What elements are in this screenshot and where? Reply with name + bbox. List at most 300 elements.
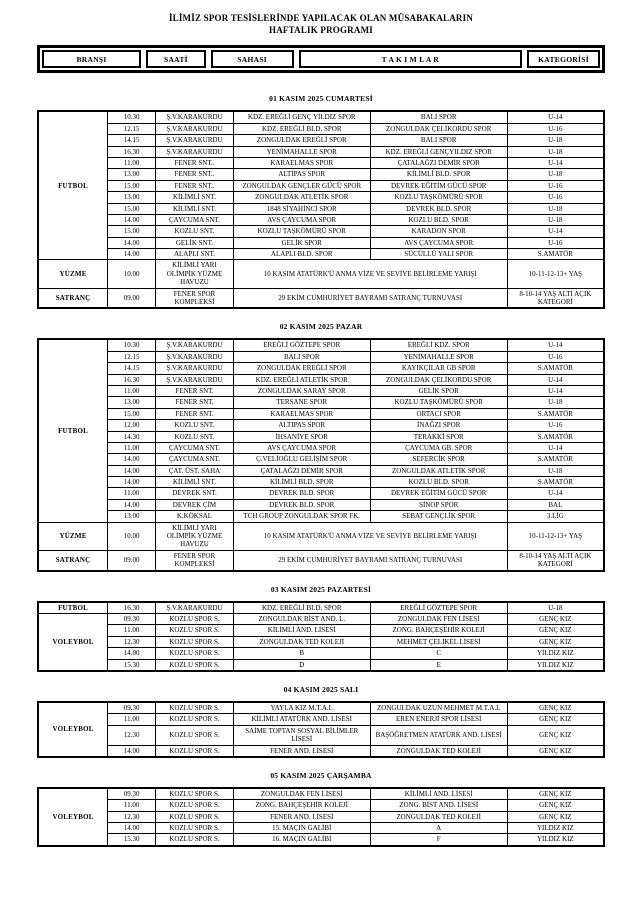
away-team-cell: İNAĞZI SPOR xyxy=(370,420,507,431)
schedule-row xyxy=(38,522,604,550)
schedule-row xyxy=(38,180,604,191)
category-cell: U-16 xyxy=(507,180,604,191)
header-cell-bransi: BRANŞI xyxy=(42,50,141,68)
category-cell: 3.LİG xyxy=(507,511,604,522)
schedule-row xyxy=(38,602,604,614)
category-cell: GENÇ KIZ xyxy=(507,702,604,714)
time-cell: 14.00 xyxy=(108,823,156,834)
schedule-row xyxy=(38,488,604,499)
venue-cell: KOZLU SNT. xyxy=(156,431,234,442)
away-team-cell: EREN ENERJİ SPOR LİSESİ xyxy=(370,714,507,725)
schedule-row xyxy=(38,442,604,453)
home-team-cell: ZONGULDAK TED KOLEJİ xyxy=(233,636,370,647)
time-cell: 13.00 xyxy=(108,192,156,203)
time-cell: 10.00 xyxy=(108,522,156,550)
category-cell: U-18 xyxy=(507,135,604,146)
category-cell: U-18 xyxy=(507,602,604,614)
category-cell: U-16 xyxy=(507,192,604,203)
venue-cell: FENER SNT. xyxy=(156,397,234,408)
schedule-row xyxy=(38,511,604,522)
schedule-row xyxy=(38,702,604,714)
time-cell: 16.30 xyxy=(108,146,156,157)
time-cell: 14.00 xyxy=(108,214,156,225)
home-team-cell: Ç.VELİOĞLU GELİŞİM SPOR xyxy=(233,454,370,465)
home-team-cell: KDZ. EREĞLİ ATLETİK SPOR xyxy=(233,374,370,385)
category-cell: U-18 xyxy=(507,465,604,476)
page-title-line2: HAFTALIK PROGRAMI xyxy=(269,24,373,35)
schedule-row xyxy=(38,111,604,123)
time-cell: 14.00 xyxy=(108,745,156,757)
away-team-cell: ORTACI SPOR xyxy=(370,408,507,419)
branch-cell: SATRANÇ xyxy=(38,288,108,308)
time-cell: 12.30 xyxy=(108,811,156,822)
category-cell: U-16 xyxy=(507,420,604,431)
away-team-cell: C xyxy=(370,648,507,659)
category-cell: U-14 xyxy=(507,385,604,396)
home-team-cell: ZONGULDAK ATLETİK SPOR xyxy=(233,192,370,203)
schedule-table xyxy=(37,701,605,758)
time-cell: 09.30 xyxy=(108,702,156,714)
home-team-cell: GELİK SPOR xyxy=(233,237,370,248)
time-cell: 09.30 xyxy=(108,614,156,625)
branch-cell: VOLEYBOL xyxy=(38,788,108,846)
page-title xyxy=(37,13,605,36)
schedule-table xyxy=(37,787,605,847)
time-cell: 12.15 xyxy=(108,123,156,134)
venue-cell: KOZLU SNT. xyxy=(156,420,234,431)
venue-cell: FENER SNT.. xyxy=(156,157,234,168)
away-team-cell: F xyxy=(370,834,507,846)
schedule-row xyxy=(38,823,604,834)
category-cell: U-14 xyxy=(507,374,604,385)
category-cell: U-18 xyxy=(507,203,604,214)
venue-cell: KOZLU SPOR S. xyxy=(156,614,234,625)
category-cell: GENÇ KIZ xyxy=(507,625,604,636)
header-cell-sahasi: SAHASI xyxy=(211,50,294,68)
schedule-row xyxy=(38,374,604,385)
away-team-cell: DEVREK EĞİTİM GÜCÜ SPOR xyxy=(370,488,507,499)
event-cell: 10 KASIM ATATÜRK'Ü ANMA VİZE VE SEVİYE BELİRLEME YARIŞI xyxy=(233,260,507,288)
home-team-cell: KOZLU TAŞKÖMÜRÜ SPOR xyxy=(233,226,370,237)
venue-cell: KİLİMLİ YARI OLİMPİK YÜZME HAVUZU xyxy=(156,522,234,550)
schedule-row xyxy=(38,135,604,146)
time-cell: 11.00 xyxy=(108,625,156,636)
time-cell: 14.00 xyxy=(108,237,156,248)
time-cell: 09.30 xyxy=(108,788,156,800)
time-cell: 12.00 xyxy=(108,420,156,431)
home-team-cell: TERSANE SPOR xyxy=(233,397,370,408)
category-cell: S.AMATÖR xyxy=(507,431,604,442)
home-team-cell: ALAPLI BLD. SPOR xyxy=(233,249,370,260)
home-team-cell: AVS ÇAYCUMA SPOR xyxy=(233,442,370,453)
day-title: 04 KASIM 2025 SALI xyxy=(283,684,359,694)
away-team-cell: DEVREK BLD. SPOR xyxy=(370,203,507,214)
home-team-cell: KİLİMLİ ATATÜRK AND. LİSESİ xyxy=(233,714,370,725)
category-cell: U-16 xyxy=(507,237,604,248)
venue-cell: Ş.V.KARAKURDU xyxy=(156,146,234,157)
away-team-cell: ÇATALAĞZI DEMİR SPOR xyxy=(370,157,507,168)
away-team-cell: KOZLU TAŞKÖMÜRÜ SPOR xyxy=(370,397,507,408)
home-team-cell: ALTIPAS SPOR xyxy=(233,169,370,180)
schedule-row xyxy=(38,454,604,465)
schedule-row xyxy=(38,203,604,214)
venue-cell: KOZLU SPOR S. xyxy=(156,659,234,671)
away-team-cell: ZONG. BİST AND. LİSESİ xyxy=(370,800,507,811)
venue-cell: KİLİMLİ SNT. xyxy=(156,192,234,203)
venue-cell: ÇAT. ÜST. SAHA xyxy=(156,465,234,476)
home-team-cell: ZONG. BAHÇEŞEHİR KOLEJİ xyxy=(233,800,370,811)
sections-container xyxy=(37,94,605,846)
venue-cell: Ş.V.KARAKURDU xyxy=(156,602,234,614)
time-cell: 16.30 xyxy=(108,374,156,385)
away-team-cell: MEHMET ÇELİKEL LİSESİ xyxy=(370,636,507,647)
venue-cell: KOZLU SPOR S. xyxy=(156,811,234,822)
branch-cell: YÜZME xyxy=(38,260,108,288)
event-cell: 10 KASIM ATATÜRK'Ü ANMA VİZE VE SEVİYE BELİRLEME YARIŞI xyxy=(233,522,507,550)
schedule-row xyxy=(38,420,604,431)
home-team-cell: ALTIPAS SPOR xyxy=(233,420,370,431)
category-cell: GENÇ KIZ xyxy=(507,725,604,745)
venue-cell: DEVREK SNT. xyxy=(156,488,234,499)
venue-cell: Ş.V.KARAKURDU xyxy=(156,111,234,123)
venue-cell: Ş.V.KARAKURDU xyxy=(156,339,234,351)
day-title: 01 KASIM 2025 CUMARTESİ xyxy=(269,94,373,104)
schedule-row xyxy=(38,192,604,203)
schedule-row xyxy=(38,385,604,396)
category-cell: S.AMATÖR xyxy=(507,363,604,374)
event-cell: 29 EKİM CUMHURİYET BAYRAMI SATRANÇ TURNUVASI xyxy=(233,550,507,570)
page-title-line1: İLİMİZ SPOR TESİSLERİNDE YAPILACAK OLAN MÜSABAKALARIN xyxy=(168,13,474,23)
category-cell: GENÇ KIZ xyxy=(507,800,604,811)
schedule-row xyxy=(38,614,604,625)
time-cell: 14.00 xyxy=(108,499,156,510)
schedule-row xyxy=(38,788,604,800)
venue-cell: Ş.V.KARAKURDU xyxy=(156,351,234,362)
time-cell: 15.00 xyxy=(108,408,156,419)
category-cell: 10-11-12-13+ YAŞ xyxy=(507,522,604,550)
branch-cell: YÜZME xyxy=(38,522,108,550)
home-team-cell: ZONGULDAK SARAY SPOR xyxy=(233,385,370,396)
time-cell: 11.00 xyxy=(108,488,156,499)
schedule-row xyxy=(38,659,604,671)
venue-cell: Ş.V.KARAKURDU xyxy=(156,135,234,146)
schedule-row xyxy=(38,226,604,237)
time-cell: 10.00 xyxy=(108,260,156,288)
home-team-cell: ZONGULDAK EREĞLİ SPOR xyxy=(233,363,370,374)
header-cell-saati: SAATİ xyxy=(146,50,206,68)
schedule-row xyxy=(38,146,604,157)
home-team-cell: B xyxy=(233,648,370,659)
time-cell: 13.00 xyxy=(108,397,156,408)
away-team-cell: ZONGULDAK TED KOLEJİ xyxy=(370,745,507,757)
venue-cell: KOZLU SPOR S. xyxy=(156,702,234,714)
venue-cell: KOZLU SPOR S. xyxy=(156,714,234,725)
home-team-cell: 16. MAÇIN GALİBİ xyxy=(233,834,370,846)
schedule-table xyxy=(37,601,605,672)
venue-cell: KİLİMLİ SNT. xyxy=(156,203,234,214)
schedule-row xyxy=(38,499,604,510)
branch-cell: VOLEYBOL xyxy=(38,614,108,671)
category-cell: YILDIZ KIZ xyxy=(507,834,604,846)
home-team-cell: KDZ. EREĞLİ BLD. SPOR xyxy=(233,602,370,614)
branch-cell: FUTBOL xyxy=(38,339,108,522)
category-cell: S.AMATÖR xyxy=(507,249,604,260)
venue-cell: FENER SNT. xyxy=(156,385,234,396)
schedule-row xyxy=(38,834,604,846)
home-team-cell: SAİME TOPTAN SOSYAL BİLİMLER LİSESİ xyxy=(233,725,370,745)
away-team-cell: ZONG. BAHÇEŞEHİR KOLEJİ xyxy=(370,625,507,636)
category-cell: YILDIZ KIZ xyxy=(507,659,604,671)
time-cell: 11.00 xyxy=(108,714,156,725)
schedule-row xyxy=(38,288,604,308)
home-team-cell: DEVREK BLD. SPOR xyxy=(233,499,370,510)
schedule-row xyxy=(38,363,604,374)
day-title: 02 KASIM 2025 PAZAR xyxy=(279,322,363,332)
category-cell: 10-11-12-13+ YAŞ xyxy=(507,260,604,288)
venue-cell: KOZLU SPOR S. xyxy=(156,725,234,745)
venue-cell: ÇAYCUMA SNT. xyxy=(156,442,234,453)
away-team-cell: EREĞLİ KDZ. SPOR xyxy=(370,339,507,351)
away-team-cell: A xyxy=(370,823,507,834)
day-title: 05 KASIM 2025 ÇARŞAMBA xyxy=(270,770,372,780)
away-team-cell: GELİK SPOR xyxy=(370,385,507,396)
time-cell: 13.00 xyxy=(108,169,156,180)
category-cell: U-18 xyxy=(507,169,604,180)
time-cell: 10.30 xyxy=(108,339,156,351)
home-team-cell: ÇATALAĞZI DEMİR SPOR xyxy=(233,465,370,476)
time-cell: 12.30 xyxy=(108,725,156,745)
away-team-cell: ÇAYCUMA GB. SPOR xyxy=(370,442,507,453)
home-team-cell: FENER AND. LİSESİ xyxy=(233,745,370,757)
schedule-row xyxy=(38,800,604,811)
away-team-cell: EREĞLİ GÖZTEPE SPOR xyxy=(370,602,507,614)
schedule-row xyxy=(38,157,604,168)
away-team-cell: YENİMAHALLE SPOR xyxy=(370,351,507,362)
venue-cell: FENER SNT.. xyxy=(156,169,234,180)
venue-cell: KİLİMLİ SNT. xyxy=(156,477,234,488)
time-cell: 14.15 xyxy=(108,135,156,146)
header-cell-takimlar: T A K I M L A R xyxy=(299,50,523,68)
away-team-cell: BAŞÖĞRETMEN ATATÜRK AND. LİSESİ xyxy=(370,725,507,745)
time-cell: 11.00 xyxy=(108,800,156,811)
schedule-row xyxy=(38,123,604,134)
venue-cell: KOZLU SPOR S. xyxy=(156,625,234,636)
away-team-cell: ZONGULDAK FEN LİSESİ xyxy=(370,614,507,625)
category-cell: S.AMATÖR xyxy=(507,477,604,488)
category-cell: U-16 xyxy=(507,123,604,134)
time-cell: 09.00 xyxy=(108,288,156,308)
away-team-cell: ZONGULDAK ATLETİK SPOR xyxy=(370,465,507,476)
schedule-row xyxy=(38,351,604,362)
away-team-cell: SİNOP SPOR xyxy=(370,499,507,510)
away-team-cell: KDZ. EREĞLİ GENÇYILDIZ SPOR xyxy=(370,146,507,157)
home-team-cell: ZONGULDAK EREĞLİ SPOR xyxy=(233,135,370,146)
venue-cell: GELİK SNT. xyxy=(156,237,234,248)
category-cell: GENÇ KIZ xyxy=(507,614,604,625)
home-team-cell: KDZ. EREĞLİ GENÇ YILDIZ SPOR xyxy=(233,111,370,123)
header-cell-kategorisi: KATEGORİSİ xyxy=(527,50,600,68)
schedule-table xyxy=(37,110,605,309)
home-team-cell: BALI SPOR xyxy=(233,351,370,362)
venue-cell: KOZLU SPOR S. xyxy=(156,648,234,659)
away-team-cell: KİLİMLİ AND. LİSESİ xyxy=(370,788,507,800)
category-cell: YILDIZ KIZ xyxy=(507,648,604,659)
away-team-cell: KOZLU BLD. SPOR xyxy=(370,477,507,488)
category-cell: 8-10-14 YAŞ ALTI AÇIK KATEGORİ xyxy=(507,288,604,308)
home-team-cell: KARAELMAS SPOR xyxy=(233,157,370,168)
away-team-cell: KİLİMLİ BLD. SPOR xyxy=(370,169,507,180)
time-cell: 11.00 xyxy=(108,442,156,453)
branch-cell: VOLEYBOL xyxy=(38,702,108,757)
schedule-row xyxy=(38,477,604,488)
home-team-cell: KİLİMLİ AND. LİSESİ xyxy=(233,625,370,636)
schedule-row xyxy=(38,260,604,288)
away-team-cell: ZONGULDAK TED KOLEJİ xyxy=(370,811,507,822)
home-team-cell: TCH GROUP ZONGULDAK SPOR FK. xyxy=(233,511,370,522)
away-team-cell: SEBAT GENÇLİK SPOR xyxy=(370,511,507,522)
away-team-cell: DEVREK EĞİTİM GÜCÜ SPOR xyxy=(370,180,507,191)
home-team-cell: ZONGULDAK BİST AND. L. xyxy=(233,614,370,625)
venue-cell: FENER SNT.. xyxy=(156,180,234,191)
event-cell: 29 EKİM CUMHURİYET BAYRAMI SATRANÇ TURNUVASI xyxy=(233,288,507,308)
time-cell: 15.00 xyxy=(108,226,156,237)
category-cell: U-14 xyxy=(507,111,604,123)
home-team-cell: AVS ÇAYCUMA SPOR xyxy=(233,214,370,225)
away-team-cell: KOZLU TAŞKÖMÜRÜ SPOR xyxy=(370,192,507,203)
schedule-row xyxy=(38,339,604,351)
branch-cell: FUTBOL xyxy=(38,111,108,260)
away-team-cell: KAYIKÇILAR GB SPOR xyxy=(370,363,507,374)
time-cell: 14.30 xyxy=(108,431,156,442)
away-team-cell: ZONGULDAK ÇELİKORDU SPOR xyxy=(370,123,507,134)
home-team-cell: 1848 SİYAHİNCİ SPOR xyxy=(233,203,370,214)
venue-cell: KOZLU SPOR S. xyxy=(156,834,234,846)
category-cell: 8-10-14 YAŞ ALTI AÇIK KATEGORİ xyxy=(507,550,604,570)
category-cell: GENÇ KIZ xyxy=(507,745,604,757)
category-cell: BAL xyxy=(507,499,604,510)
venue-cell: ÇAYCUMA SNT. xyxy=(156,214,234,225)
time-cell: 09.00 xyxy=(108,550,156,570)
venue-cell: FENER SPOR KOMPLEKSİ xyxy=(156,550,234,570)
schedule-row xyxy=(38,745,604,757)
category-cell: U-16 xyxy=(507,351,604,362)
venue-cell: ÇAYCUMA SNT. xyxy=(156,454,234,465)
time-cell: 10.30 xyxy=(108,111,156,123)
venue-cell: KOZLU SPOR S. xyxy=(156,745,234,757)
category-cell: GENÇ KIZ xyxy=(507,811,604,822)
time-cell: 15.30 xyxy=(108,659,156,671)
home-team-cell: KİLİMLİ BLD. SPOR xyxy=(233,477,370,488)
venue-cell: KİLİMLİ YARI OLİMPİK YÜZME HAVUZU xyxy=(156,260,234,288)
time-cell: 13.00 xyxy=(108,511,156,522)
category-cell: U-18 xyxy=(507,146,604,157)
time-cell: 16.30 xyxy=(108,602,156,614)
away-team-cell: KOZLU BLD. SPOR xyxy=(370,214,507,225)
home-team-cell: YENİMAHALLE SPOR xyxy=(233,146,370,157)
away-team-cell: BALI SPOR xyxy=(370,135,507,146)
category-cell: U-18 xyxy=(507,397,604,408)
home-team-cell: DEVREK BLD. SPOR xyxy=(233,488,370,499)
time-cell: 12.15 xyxy=(108,351,156,362)
venue-cell: FENER SNT. xyxy=(156,408,234,419)
home-team-cell: D xyxy=(233,659,370,671)
schedule-row xyxy=(38,625,604,636)
away-team-cell: ZONGULDAK ÇELİKORDU SPOR xyxy=(370,374,507,385)
venue-cell: KOZLU SPOR S. xyxy=(156,823,234,834)
away-team-cell: KARADON SPOR xyxy=(370,226,507,237)
table-header-strip xyxy=(37,45,605,73)
away-team-cell: BALI SPOR xyxy=(370,111,507,123)
away-team-cell: TERAKKİ SPOR xyxy=(370,431,507,442)
schedule-row xyxy=(38,636,604,647)
time-cell: 15.00 xyxy=(108,180,156,191)
category-cell: U-14 xyxy=(507,157,604,168)
schedule-row xyxy=(38,648,604,659)
home-team-cell: KDZ. EREĞLİ BLD. SPOR xyxy=(233,123,370,134)
day-title: 03 KASIM 2025 PAZARTESİ xyxy=(270,584,372,594)
away-team-cell: AVS ÇAYCUMA SPOR xyxy=(370,237,507,248)
home-team-cell: EREĞLİ GÖZTEPE SPOR xyxy=(233,339,370,351)
category-cell: GENÇ KIZ xyxy=(507,714,604,725)
home-team-cell: İHSANİYE SPOR xyxy=(233,431,370,442)
schedule-row xyxy=(38,408,604,419)
schedule-row xyxy=(38,465,604,476)
schedule-row xyxy=(38,214,604,225)
venue-cell: Ş.V.KARAKURDU xyxy=(156,123,234,134)
time-cell: 14.00 xyxy=(108,465,156,476)
schedule-row xyxy=(38,550,604,570)
venue-cell: ALAPLI SNT. xyxy=(156,249,234,260)
time-cell: 14.15 xyxy=(108,363,156,374)
venue-cell: Ş.V.KARAKURDU xyxy=(156,374,234,385)
time-cell: 12.30 xyxy=(108,636,156,647)
venue-cell: KOZLU SPOR S. xyxy=(156,788,234,800)
category-cell: GENÇ KIZ xyxy=(507,636,604,647)
category-cell: U-14 xyxy=(507,339,604,351)
category-cell: U-18 xyxy=(507,214,604,225)
category-cell: S.AMATÖR xyxy=(507,408,604,419)
schedule-row xyxy=(38,397,604,408)
home-team-cell: ZONGULDAK GENÇLER GÜCÜ SPOR xyxy=(233,180,370,191)
schedule-row xyxy=(38,714,604,725)
category-cell: S.AMATÖR xyxy=(507,454,604,465)
category-cell: U-14 xyxy=(507,442,604,453)
category-cell: YILDIZ KIZ xyxy=(507,823,604,834)
home-team-cell: 15. MAÇIN GALİBİ xyxy=(233,823,370,834)
home-team-cell: YAYLA KIZ M.T.A.L xyxy=(233,702,370,714)
category-cell: GENÇ KIZ xyxy=(507,788,604,800)
category-cell: U-14 xyxy=(507,226,604,237)
away-team-cell: SEFERCİK SPOR xyxy=(370,454,507,465)
time-cell: 14.00 xyxy=(108,477,156,488)
venue-cell: K.KÖKSAL xyxy=(156,511,234,522)
away-team-cell: SÜCÜLLÜ YALI SPOR xyxy=(370,249,507,260)
venue-cell: DEVREK ÇİM xyxy=(156,499,234,510)
venue-cell: Ş.V.KARAKURDU xyxy=(156,363,234,374)
home-team-cell: FENER AND. LİSESİ xyxy=(233,811,370,822)
time-cell: 11.00 xyxy=(108,157,156,168)
category-cell: U-14 xyxy=(507,488,604,499)
venue-cell: KOZLU SPOR S. xyxy=(156,636,234,647)
time-cell: 14.00 xyxy=(108,454,156,465)
away-team-cell: ZONGULDAK UZUN MEHMET M.T.A.L xyxy=(370,702,507,714)
time-cell: 14.00 xyxy=(108,648,156,659)
venue-cell: KOZLU SPOR S. xyxy=(156,800,234,811)
venue-cell: KOZLU SNT. xyxy=(156,226,234,237)
time-cell: 15.00 xyxy=(108,203,156,214)
branch-cell: SATRANÇ xyxy=(38,550,108,570)
schedule-row xyxy=(38,725,604,745)
